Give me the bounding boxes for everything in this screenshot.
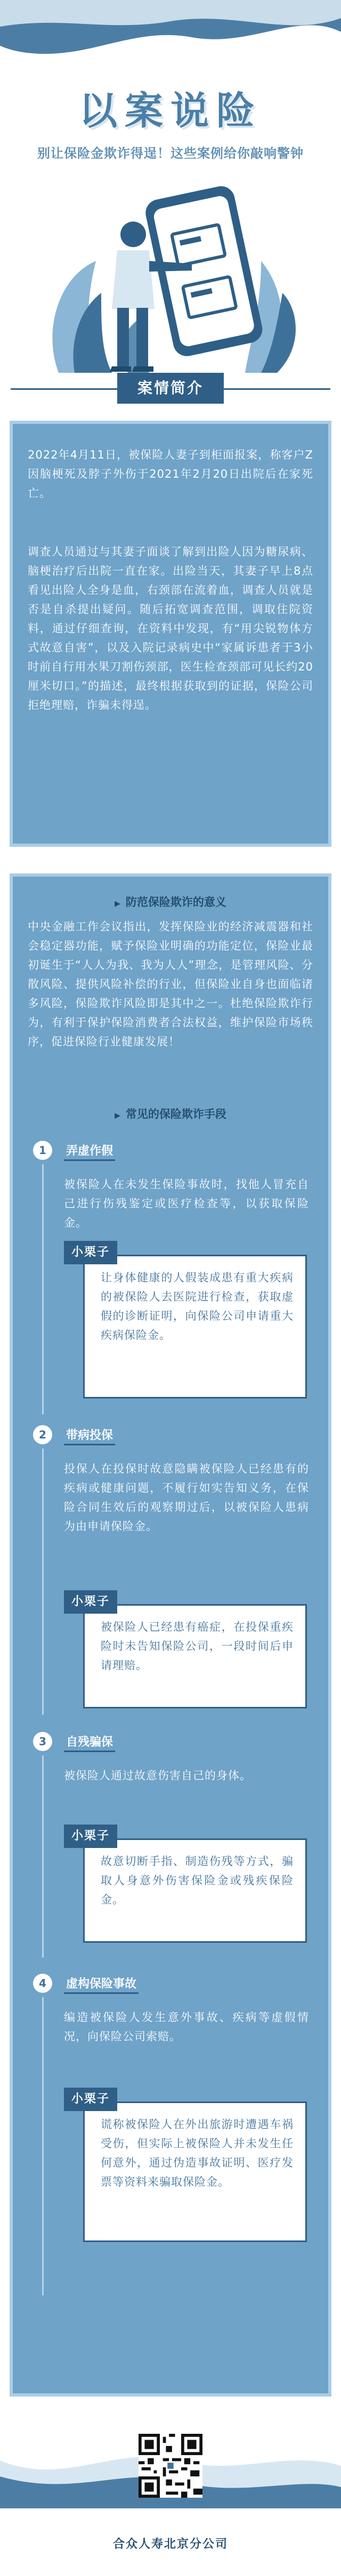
phone-person-illustration [37, 170, 304, 373]
page-subtitle: 别让保险金欺诈得逞！这些案例给你敲响警钟 [37, 146, 304, 161]
item-number-3: 3 [33, 1732, 52, 1751]
item-title-3: 自残骗保 [64, 1732, 115, 1752]
item-number-2: 2 [33, 1425, 52, 1444]
prevention-text: 中央金融工作会议指出，发挥保险业的经济减震器和社会稳定器功能，赋予保险业明确的功能定位，保险业最初诞生于“人人为我、我为人人”理念，是管理风险、分散风险、提供风险补偿的行业，但保险业自身也面临诸多风险，保险欺诈风险即是其中之一。杜绝保险欺诈行为，有利于保护保险消费者合法权益，维护保险市场秩序，促进保险行业健康发展！ [28, 920, 313, 1048]
methods-heading [13, 1106, 328, 1122]
case-intro-paragraph-1: 2022年4月11日，被保险人妻子到柜面报案，称客户Z因脑梗死及脖子外伤于2021年2月20日出院后在家死亡。 [28, 448, 313, 500]
item-number-4: 4 [33, 1974, 52, 1993]
prevention-card [10, 873, 331, 2397]
top-wave-decoration [0, 0, 341, 64]
example-label-3: 小栗子 [64, 1825, 117, 1848]
case-intro-paragraph-2: 调查人员通过与其妻子面谈了解到出险人因为糖尿病、脑梗治疗后出院一直在家。出险当天，其妻子早上8点看见出险人全身是血，右颈部在流着血，调查人员就是否是自杀提出疑问。随后拓宽调查范围，调取住院资料，通过仔细查询，在资料中发现，有“用尖锐物体方式故意自害”，以及入院记录病史中“家属诉患者于3小时前自行用水果刀割伤颈部，医生检查颈部可见长约20厘米切口。”的描述，最终根据获取到的证据，保险公司拒绝理赔，诈骗未得逞。 [28, 545, 313, 712]
item-line-1 [42, 1164, 44, 1414]
prevention-heading-text: 防范保险欺诈的意义 [125, 896, 226, 909]
case-intro-card [10, 421, 331, 847]
qr-code [139, 2434, 202, 2498]
triangle-icon: ▶ [115, 899, 120, 908]
organization-name: 合众人寿北京分公司 [112, 2538, 228, 2551]
example-label-4: 小栗子 [64, 2088, 117, 2111]
item-line-2 [42, 1449, 44, 1715]
item-title-1: 弄虚作假 [64, 1141, 115, 1161]
item-number-1: 1 [33, 1141, 52, 1160]
example-label-1: 小栗子 [64, 1241, 117, 1264]
example-box-3: 故意切断手指、制造伤残等方式，骗取人身意外伤害保险金或残疾保险金。 [83, 1838, 307, 1943]
triangle-icon: ▶ [115, 1111, 120, 1120]
item-title-4: 虚构保险事故 [64, 1974, 139, 1994]
example-box-4: 谎称被保险人在外出旅游时遭遇车祸受伤，但实际上被保险人并未发生任何意外，通过伪造事故证明、医疗发票等资料来骗取保险金。 [83, 2101, 307, 2242]
header [0, 0, 341, 373]
item-text-3: 被保险人通过故意伤害自己的身体。 [64, 1769, 251, 1782]
example-box-2: 被保险人已经患有癌症，在投保重疾险时未告知保险公司，一段时间后申请理赔。 [83, 1604, 307, 1708]
case-intro-label: 案情简介 [117, 373, 224, 404]
page-title: 以案说险 [78, 88, 262, 133]
item-line-4 [42, 1997, 44, 2295]
item-text-4: 编造被保险人发生意外事故、疾病等虚假情况，向保险公司索赔。 [64, 2011, 309, 2043]
item-text-1: 被保险人在未发生保险事故时，找他人冒充自己进行伤残鉴定或医疗检查等，以获取保险金。 [64, 1178, 309, 1229]
item-line-3 [42, 1755, 44, 1958]
example-box-1: 让身体健康的人假装成患有重大疾病的被保险人去医院进行检查，获取虚假的诊断证明，向保险公司申请重大疾病保险金。 [83, 1255, 307, 1399]
prevention-heading [13, 894, 328, 910]
item-title-2: 带病投保 [64, 1425, 115, 1445]
methods-heading-text: 常见的保险欺诈手段 [125, 1108, 226, 1121]
example-label-2: 小栗子 [64, 1590, 117, 1614]
item-text-2: 投保人在投保时故意隐瞒被保险人已经患有的疾病或健康问题，不履行如实告知义务，在保险合同生效后的观察期过后，以被保险人患病为由申请保险金。 [64, 1462, 309, 1533]
